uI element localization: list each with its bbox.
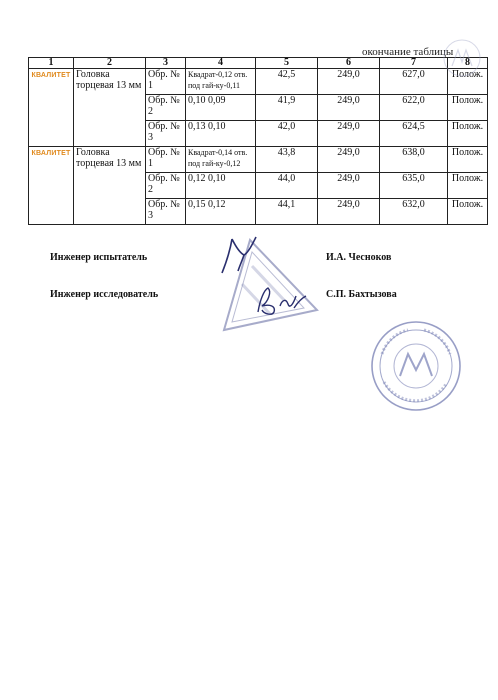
signature-tester bbox=[214, 233, 264, 278]
header-col-4: 4 bbox=[186, 58, 256, 69]
result-value: Полож. bbox=[448, 199, 488, 225]
value-col-5: 43,8 bbox=[256, 147, 318, 173]
sample-label: Обр. № 2 bbox=[146, 173, 186, 199]
value-col-5: 42,0 bbox=[256, 121, 318, 147]
value-col-7: 624,5 bbox=[380, 121, 448, 147]
value-col-6: 249,0 bbox=[318, 69, 380, 95]
result-value: Полож. bbox=[448, 173, 488, 199]
value-col-5: 41,9 bbox=[256, 95, 318, 121]
round-seal bbox=[368, 318, 464, 414]
condition-value: 0,12 0,10 bbox=[186, 173, 256, 199]
condition-value: 0,10 0,09 bbox=[186, 95, 256, 121]
table-row bbox=[29, 69, 488, 95]
header-col-3: 3 bbox=[146, 58, 186, 69]
condition-value: 0,15 0,12 bbox=[186, 199, 256, 225]
sample-label: Обр. № 1 bbox=[146, 147, 186, 173]
header-col-8: 8 bbox=[448, 58, 488, 69]
brand-logo-cell bbox=[29, 69, 74, 147]
value-col-5: 44,0 bbox=[256, 173, 318, 199]
value-col-5: 44,1 bbox=[256, 199, 318, 225]
result-value: Полож. bbox=[448, 121, 488, 147]
value-col-6: 249,0 bbox=[318, 95, 380, 121]
value-col-6: 249,0 bbox=[318, 121, 380, 147]
signatory-role-researcher: Инженер исследователь bbox=[50, 289, 159, 300]
value-col-7: 638,0 bbox=[380, 147, 448, 173]
header-col-7: 7 bbox=[380, 58, 448, 69]
sample-label: Обр. № 2 bbox=[146, 95, 186, 121]
value-col-6: 249,0 bbox=[318, 199, 380, 225]
value-col-7: 627,0 bbox=[380, 69, 448, 95]
product-name: Головка торцевая 13 мм bbox=[74, 147, 146, 225]
value-col-6: 249,0 bbox=[318, 173, 380, 199]
condition-value: Квадрат-0,14 отв. под гай-ку-0,12 bbox=[186, 147, 256, 173]
header-col-5: 5 bbox=[256, 58, 318, 69]
header-col-1: 1 bbox=[29, 58, 74, 69]
value-col-7: 632,0 bbox=[380, 199, 448, 225]
value-col-5: 42,5 bbox=[256, 69, 318, 95]
result-value: Полож. bbox=[448, 147, 488, 173]
brand-logo-cell bbox=[29, 147, 74, 225]
result-value: Полож. bbox=[448, 95, 488, 121]
brand-logo: КВАЛИТЕТ bbox=[31, 72, 71, 79]
results-table bbox=[28, 57, 488, 225]
signatory-role-tester: Инженер испытатель bbox=[50, 252, 148, 263]
corner-watermark bbox=[440, 38, 484, 78]
value-col-6: 249,0 bbox=[318, 147, 380, 173]
signatory-name-tester: И.А. Чесноков bbox=[326, 252, 392, 263]
table-continuation-note: окончание таблицы bbox=[362, 46, 454, 58]
result-value: Полож. bbox=[448, 69, 488, 95]
condition-value: 0,13 0,10 bbox=[186, 121, 256, 147]
sample-label: Обр. № 3 bbox=[146, 199, 186, 225]
product-name: Головка торцевая 13 мм bbox=[74, 69, 146, 147]
header-col-6: 6 bbox=[318, 58, 380, 69]
signatory-name-researcher: С.П. Бахтызова bbox=[326, 289, 397, 300]
brand-logo: КВАЛИТЕТ bbox=[31, 150, 71, 157]
sample-label: Обр. № 1 bbox=[146, 69, 186, 95]
value-col-7: 622,0 bbox=[380, 95, 448, 121]
header-row bbox=[29, 58, 488, 69]
header-col-2: 2 bbox=[74, 58, 146, 69]
sample-label: Обр. № 3 bbox=[146, 121, 186, 147]
condition-value: Квадрат-0,12 отв. под гай-ку-0,11 bbox=[186, 69, 256, 95]
table-row bbox=[29, 147, 488, 173]
value-col-7: 635,0 bbox=[380, 173, 448, 199]
signature-researcher bbox=[250, 282, 310, 322]
